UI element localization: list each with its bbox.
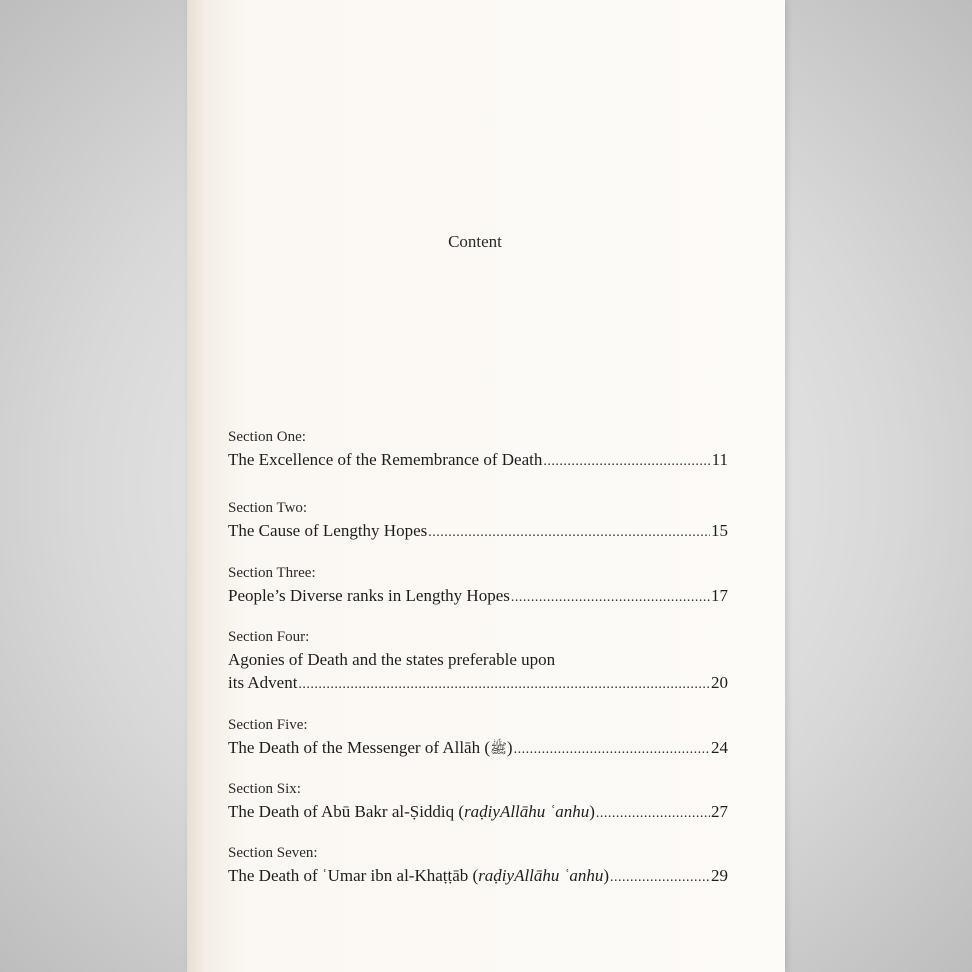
entry-title — [228, 801, 595, 823]
section-label: Section Four: — [228, 629, 310, 645]
toc-entry-4 — [228, 628, 728, 694]
section-label: Section Seven: — [228, 845, 318, 861]
page-title: Content — [448, 232, 502, 251]
honorific-italic: raḍiyAllāhu ʿanhu — [464, 802, 590, 821]
salutation-glyph-icon: ﷺ — [490, 742, 507, 757]
page-number: 17 — [711, 586, 728, 605]
entry-title: People’s Diverse ranks in Lengthy Hopes — [228, 586, 510, 605]
toc-line[interactable] — [228, 865, 728, 887]
section-label: Section Three: — [228, 565, 316, 581]
entry-title — [228, 737, 513, 761]
section-label: Section One: — [228, 429, 306, 445]
dot-leader — [543, 451, 710, 473]
toc-entry-7 — [228, 844, 728, 887]
section-label: Section Five: — [228, 717, 308, 733]
entry-title-close: ) — [589, 802, 595, 821]
toc-line[interactable] — [228, 449, 728, 471]
toc-entry-3 — [228, 564, 728, 607]
page-number: 27 — [711, 802, 728, 821]
toc-line[interactable] — [228, 520, 728, 542]
entry-title: The Cause of Lengthy Hopes — [228, 521, 428, 540]
toc-entry-6 — [228, 780, 728, 823]
toc-entry-5 — [228, 716, 728, 759]
honorific-italic: raḍiyAllāhu ʿanhu — [478, 866, 604, 885]
dot-leader — [514, 739, 710, 761]
entry-title-close: ) — [603, 866, 609, 885]
entry-title: its Advent — [228, 673, 298, 692]
entry-title-text: The Death of the Messenger of Allāh ( — [228, 738, 490, 757]
entry-title-line1: Agonies of Death and the states preferable upon — [228, 650, 556, 669]
toc-entry-1 — [228, 428, 728, 471]
page-number: 29 — [711, 866, 728, 885]
entry-title-text: The Death of Abū Bakr al-Ṣiddiq ( — [228, 802, 465, 821]
toc-line[interactable] — [228, 801, 728, 823]
dot-leader — [428, 522, 710, 544]
section-label: Section Two: — [228, 500, 308, 516]
page-number: 15 — [711, 521, 728, 540]
page-number: 11 — [711, 450, 728, 469]
toc-entry-2 — [228, 499, 728, 542]
page-number: 20 — [711, 673, 728, 692]
page-number: 24 — [711, 738, 728, 757]
dot-leader — [511, 587, 710, 609]
toc-line[interactable] — [228, 737, 728, 759]
toc-line[interactable] — [228, 585, 728, 607]
book-page — [187, 0, 785, 972]
section-label: Section Six: — [228, 781, 301, 797]
entry-title-close: ) — [506, 738, 513, 757]
dot-leader — [610, 867, 710, 889]
entry-title-text: The Death of ʿUmar ibn al-Khaṭṭāb ( — [228, 866, 479, 885]
toc-line[interactable] — [228, 672, 728, 694]
dot-leader — [596, 803, 710, 825]
toc-line-first[interactable] — [228, 649, 728, 671]
dot-leader — [298, 674, 710, 696]
entry-title: The Excellence of the Remembrance of Death — [228, 450, 543, 469]
entry-title — [228, 865, 609, 887]
